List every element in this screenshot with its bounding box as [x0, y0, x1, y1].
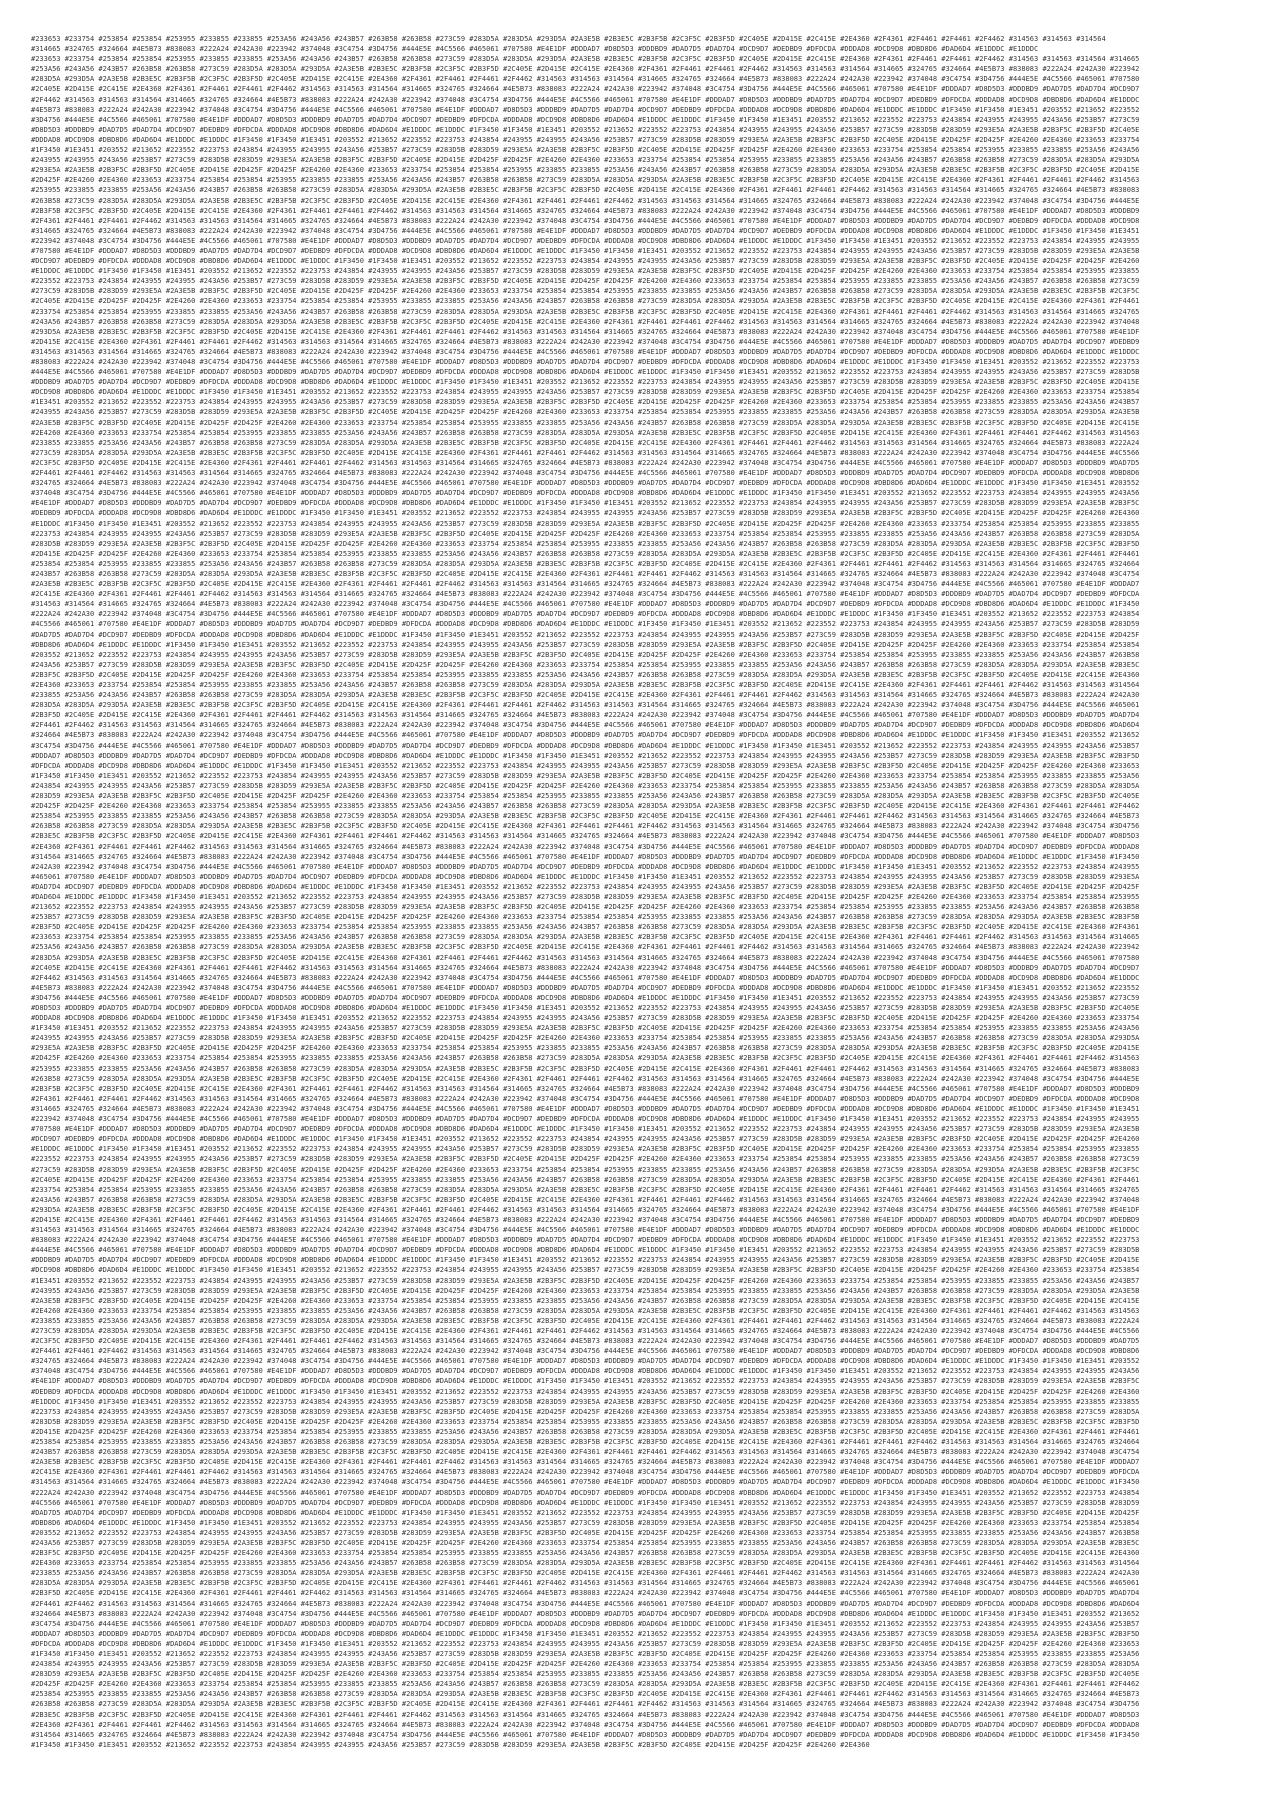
hex-code-line: #253854 #253854 #253955 #233855 #233855 #253A56 #243A56 #243B57 #263B58 #263B58 #273C59 #283D5A #283D5A #293D5A #2A3E5B #2B3E5C #2B3F5B #2C3F5C #2B3F5D #2C405E #2D415E #2C415E #2E4360 #2F4361 #2F4461 #2F4461 #2F4462 #314563 #314563 #314564 #314665 #324765 #324664 — [31, 559, 1140, 568]
hex-code-line: #E1DDDC #E1DDDC #1F3450 #1F3450 #1E3451 #203552 #213652 #223552 #223753 #243854 #243955 #243955 #243A56 #253B57 #273C59 #283D5B #283D59 #293E5A #2A3E5B #2B3F5C #2B3F5D #2C405E #2D415E #2D425F #2D425F #2E4260 #2E4360 #233653 #233754 #253854 #253854 #253955 #233855 — [31, 1145, 1140, 1154]
hex-code-line: #253854 #253955 #233855 #233855 #253A56 #243A56 #243B57 #263B58 #263B58 #273C59 #283D5A #283D5A #293D5A #2A3E5B #2B3E5C #2B3F5B #2C3F5C #2B3F5D #2C405E #2D415E #2C415E #2E4360 #2F4361 #2F4461 #2F4461 #2F4462 #314563 #314563 #314564 #314665 #324765 #324664 #4E5B73 — [31, 812, 1140, 821]
hex-code-line: #DBD8D6 #DAD6D4 #E1DDDC #E1DDDC #1F3450 #1F3450 #1E3451 #203552 #213652 #223552 #223753 #243854 #243955 #243955 #243A56 #253B57 #273C59 #283D5B #283D59 #293E5A #2A3E5B #2B3F5C #2B3F5D #2C405E #2D415E #2D425F #2D425F #2E4260 #2E4360 #233653 #233754 #253854 #253854 — [31, 1518, 1140, 1527]
hex-code-line: #2A3E5B #2B3F5C #2B3F5D #2C405E #2D415E #2D425F #2D425F #2E4260 #2E4360 #233653 #233754 #253854 #253854 #253955 #233855 #233855 #253A56 #243A56 #243B57 #263B58 #263B58 #273C59 #283D5A #283D5A #293D5A #2A3E5B #2B3E5C #2B3F5B #2C3F5C #2B3F5D #2C405E #2D415E #2C415E — [31, 1296, 1140, 1305]
hex-code-line: #273C59 #283D5B #283D59 #293E5A #2A3E5B #2B3F5C #2B3F5D #2C405E #2D415E #2D425F #2D425F #2E4260 #2E4360 #233653 #233754 #253854 #253854 #253955 #233855 #233855 #253A56 #243A56 #243B57 #263B58 #263B58 #273C59 #283D5A #283D5A #293D5A #2A3E5B #2B3E5C #2B3F5B #2C3F5C — [31, 1165, 1140, 1174]
hex-code-line: #242A30 #223942 #374048 #3C4754 #3D4756 #444E5E #4C5566 #465061 #707580 #E4E1DF #DDDAD7 #D8D5D3 #DDDBD9 #DAD7D5 #DAD7D4 #DCD9D7 #DEDBD9 #DFDCDA #DDDAD8 #DCD9D8 #DBD8D6 #DAD6D4 #E1DDDC #E1DDDC #1F3450 #1F3450 #1E3451 #203552 #213652 #223552 #223753 #243854 #243955 — [31, 862, 1140, 871]
hex-code-line: #314563 #314564 #314665 #324765 #324664 #4E5B73 #838083 #222A24 #242A30 #223942 #374048 #3C4754 #3D4756 #444E5E #4C5566 #465061 #707580 #E4E1DF #DDDAD7 #D8D5D3 #DDDBD9 #DAD7D5 #DAD7D4 #DCD9D7 #DEDBD9 #DFDCDA #DDDAD8 #DCD9D8 #DBD8D6 #DAD6D4 #E1DDDC #E1DDDC #1F3450 — [31, 600, 1140, 609]
hex-code-line: #243854 #243955 #243955 #243A56 #253B57 #273C59 #283D5B #283D59 #293E5A #2A3E5B #2B3F5C #2B3F5D #2C405E #2D415E #2D425F #2D425F #2E4260 #2E4360 #233653 #233754 #253854 #253854 #253955 #233855 #233855 #253A56 #243A56 #243B57 #263B58 #263B58 #273C59 #283D5A #283D5A — [31, 781, 1140, 790]
hex-code-line: #E4E1DF #DDDAD7 #D8D5D3 #DDDBD9 #DAD7D5 #DAD7D4 #DCD9D7 #DEDBD9 #DFDCDA #DDDAD8 #DCD9D8 #DBD8D6 #DAD6D4 #E1DDDC #E1DDDC #1F3450 #1F3450 #1E3451 #203552 #213652 #223552 #223753 #243854 #243955 #243955 #243A56 #253B57 #273C59 #283D5B #283D59 #293E5A #2A3E5B #2B3F5C — [31, 499, 1140, 508]
hex-code-line: #283D59 #293E5A #2A3E5B #2B3F5C #2B3F5D #2C405E #2D415E #2D425F #2D425F #2E4260 #2E4360 #233653 #233754 #253854 #253854 #253955 #233855 #233855 #253A56 #243A56 #243B57 #263B58 #263B58 #273C59 #283D5A #283D5A #293D5A #2A3E5B #2B3E5C #2B3F5B #2C3F5C #2B3F5D #2C405E — [31, 792, 1140, 801]
hex-code-line: #4C5566 #465061 #707580 #E4E1DF #DDDAD7 #D8D5D3 #DDDBD9 #DAD7D5 #DAD7D4 #DCD9D7 #DEDBD9 #DFDCDA #DDDAD8 #DCD9D8 #DBD8D6 #DAD6D4 #E1DDDC #E1DDDC #1F3450 #1F3450 #1E3451 #203552 #213652 #223552 #223753 #243854 #243955 #243955 #243A56 #253B57 #273C59 #283D5B #283D59 — [31, 1498, 1140, 1507]
hex-code-line: #2D415E #2D425F #2D425F #2E4260 #2E4360 #233653 #233754 #253854 #253854 #253955 #233855 #233855 #253A56 #243A56 #243B57 #263B58 #263B58 #273C59 #283D5A #283D5A #293D5A #2A3E5B #2B3E5C #2B3F5B #2C3F5C #2B3F5D #2C405E #2D415E #2C415E #2E4360 #2F4361 #2F4461 #2F4461 — [31, 549, 1140, 558]
hex-code-line: #2E4360 #2F4361 #2F4461 #2F4461 #2F4462 #314563 #314563 #314564 #314665 #324765 #324664 #4E5B73 #838083 #222A24 #242A30 #223942 #374048 #3C4754 #3D4756 #444E5E #4C5566 #465061 #707580 #E4E1DF #DDDAD7 #D8D5D3 #DDDBD9 #DAD7D5 #DAD7D4 #DCD9D7 #DEDBD9 #DFDCDA #DDDAD8 — [31, 1720, 1140, 1729]
hex-code-line: #D8D5D3 #DDDBD9 #DAD7D5 #DAD7D4 #DCD9D7 #DEDBD9 #DFDCDA #DDDAD8 #DCD9D8 #DBD8D6 #DAD6D4 #E1DDDC #E1DDDC #1F3450 #1F3450 #1E3451 #203552 #213652 #223552 #223753 #243854 #243955 #243955 #243A56 #253B57 #273C59 #283D5B #283D59 #293E5A #2A3E5B #2B3F5C #2B3F5D #2C405E — [31, 1004, 1140, 1012]
hex-code-line: #314564 #314665 #324765 #324664 #4E5B73 #838083 #222A24 #242A30 #223942 #374048 #3C4754 #3D4756 #444E5E #4C5566 #465061 #707580 #E4E1DF #DDDAD7 #D8D5D3 #DDDBD9 #DAD7D5 #DAD7D4 #DCD9D7 #DEDBD9 #DFDCDA #DDDAD8 #DCD9D8 #DBD8D6 #DAD6D4 #E1DDDC #E1DDDC #1F3450 #1F3450 — [31, 1730, 1140, 1739]
hex-code-line: #2E4360 #233653 #233754 #253854 #253854 #253955 #233855 #233855 #253A56 #243A56 #243B57 #263B58 #263B58 #273C59 #283D5A #283D5A #293D5A #2A3E5B #2B3E5C #2B3F5B #2C3F5C #2B3F5D #2C405E #2D415E #2C415E #2E4360 #2F4361 #2F4461 #2F4461 #2F4462 #314563 #314563 #314564 — [31, 1559, 1140, 1568]
hex-code-line: #273C59 #283D5B #283D59 #293E5A #2A3E5B #2B3F5C #2B3F5D #2C405E #2D415E #2D425F #2D425F #2E4260 #2E4360 #233653 #233754 #253854 #253854 #253955 #233855 #233855 #253A56 #243A56 #243B57 #263B58 #263B58 #273C59 #283D5A #283D5A #293D5A #2A3E5B #2B3E5C #2B3F5B #2C3F5C — [31, 287, 1140, 296]
hex-code-line: #222A24 #242A30 #223942 #374048 #3C4754 #3D4756 #444E5E #4C5566 #465061 #707580 #E4E1DF #DDDAD7 #D8D5D3 #DDDBD9 #DAD7D5 #DAD7D4 #DCD9D7 #DEDBD9 #DFDCDA #DDDAD8 #DCD9D8 #DBD8D6 #DAD6D4 #E1DDDC #E1DDDC #1F3450 #1F3450 #1E3451 #203552 #213652 #223552 #223753 #243854 — [31, 1488, 1140, 1497]
hex-code-line: #2E4360 #233653 #233754 #253854 #253854 #253955 #233855 #233855 #253A56 #243A56 #243B57 #263B58 #263B58 #273C59 #283D5A #283D5A #293D5A #2A3E5B #2B3E5C #2B3F5B #2C3F5C #2B3F5D #2C405E #2D415E #2C415E #2E4360 #2F4361 #2F4461 #2F4461 #2F4462 #314563 #314563 #314564 — [31, 681, 1140, 689]
hex-code-line: #2D425F #2D425F #2E4260 #2E4360 #233653 #233754 #253854 #253854 #253955 #233855 #233855 #253A56 #243A56 #243B57 #263B58 #263B58 #273C59 #283D5A #283D5A #293D5A #2A3E5B #2B3E5C #2B3F5B #2C3F5C #2B3F5D #2C405E #2D415E #2C415E #2E4360 #2F4361 #2F4461 #2F4461 #2F4462 — [31, 802, 1140, 811]
hex-code-line: #283D5A #283D5A #293D5A #2A3E5B #2B3E5C #2B3F5B #2C3F5C #2B3F5D #2C405E #2D415E #2C415E #2E4360 #2F4361 #2F4461 #2F4461 #2F4462 #314563 #314563 #314564 #314665 #324765 #324664 #4E5B73 #838083 #222A24 #242A30 #223942 #374048 #3C4754 #3D4756 #444E5E #4C5566 #465061 — [31, 701, 1140, 710]
hex-code-line: #293D5A #2A3E5B #2B3E5C #2B3F5B #2C3F5C #2B3F5D #2C405E #2D415E #2C415E #2E4360 #2F4361 #2F4461 #2F4461 #2F4462 #314563 #314563 #314564 #314665 #324765 #324664 #4E5B73 #838083 #222A24 #242A30 #223942 #374048 #3C4754 #3D4756 #444E5E #4C5566 #465061 #707580 #E4E1DF — [31, 1205, 1140, 1214]
hex-code-line: #243B57 #263B58 #263B58 #273C59 #283D5A #283D5A #293D5A #2A3E5B #2B3E5C #2B3F5B #2C3F5C #2B3F5D #2C405E #2D415E #2C415E #2E4360 #2F4361 #2F4461 #2F4461 #2F4462 #314563 #314563 #314564 #314665 #324765 #324664 #4E5B73 #838083 #222A24 #242A30 #223942 #374048 #3C4754 — [31, 1448, 1140, 1457]
hex-code-line: #4E5B73 #838083 #222A24 #242A30 #223942 #374048 #3C4754 #3D4756 #444E5E #4C5566 #465061 #707580 #E4E1DF #DDDAD7 #D8D5D3 #DDDBD9 #DAD7D5 #DAD7D4 #DCD9D7 #DEDBD9 #DFDCDA #DDDAD8 #DCD9D8 #DBD8D6 #DAD6D4 #E1DDDC #E1DDDC #1F3450 #1F3450 #1E3451 #203552 #213652 #223552 — [31, 105, 1140, 114]
hex-code-line: #2C3F5C #2B3F5D #2C405E #2D415E #2C415E #2E4360 #2F4361 #2F4461 #2F4461 #2F4462 #314563 #314563 #314564 #314665 #324765 #324664 #4E5B73 #838083 #222A24 #242A30 #223942 #374048 #3C4754 #3D4756 #444E5E #4C5566 #465061 #707580 #E4E1DF #DDDAD7 #D8D5D3 #DDDBD9 #DAD7D5 — [31, 1337, 1140, 1346]
hex-code-line: #324765 #324664 #4E5B73 #838083 #222A24 #242A30 #223942 #374048 #3C4754 #3D4756 #444E5E #4C5566 #465061 #707580 #E4E1DF #DDDAD7 #D8D5D3 #DDDBD9 #DAD7D5 #DAD7D4 #DCD9D7 #DEDBD9 #DFDCDA #DDDAD8 #DCD9D8 #DBD8D6 #DAD6D4 #E1DDDC #E1DDDC #1F3450 #1F3450 #1E3451 #203552 — [31, 479, 1140, 488]
hex-code-line: #2F4461 #2F4462 #314563 #314563 #314564 #314665 #324765 #324664 #4E5B73 #838083 #222A24 #242A30 #223942 #374048 #3C4754 #3D4756 #444E5E #4C5566 #465061 #707580 #E4E1DF #DDDAD7 #D8D5D3 #DDDBD9 #DAD7D5 #DAD7D4 #DCD9D7 #DEDBD9 #DFDCDA #DDDAD8 #DCD9D8 #DBD8D6 #DAD6D4 — [31, 721, 1140, 730]
hex-code-line: #314665 #324765 #324664 #4E5B73 #838083 #222A24 #242A30 #223942 #374048 #3C4754 #3D4756 #444E5E #4C5566 #465061 #707580 #E4E1DF #DDDAD7 #D8D5D3 #DDDBD9 #DAD7D5 #DAD7D4 #DCD9D7 #DEDBD9 #DFDCDA #DDDAD8 #DCD9D8 #DBD8D6 #DAD6D4 #E1DDDC #E1DDDC — [31, 45, 1039, 54]
hex-code-line: #233855 #233855 #253A56 #243A56 #243B57 #263B58 #263B58 #273C59 #283D5A #283D5A #293D5A #2A3E5B #2B3E5C #2B3F5B #2C3F5C #2B3F5D #2C405E #2D415E #2C415E #2E4360 #2F4361 #2F4461 #2F4461 #2F4462 #314563 #314563 #314564 #314665 #324765 #324664 #4E5B73 #838083 #222A24 — [31, 1316, 1140, 1325]
hex-code-line: #233653 #233754 #253854 #253854 #253955 #233855 #233855 #253A56 #243A56 #243B57 #263B58 #263B58 #273C59 #283D5A #283D5A #293D5A #2A3E5B #2B3E5C #2B3F5B #2C3F5C #2B3F5D #2C405E #2D415E #2C415E #2E4360 #2F4361 #2F4461 #2F4461 #2F4462 #314563 #314563 #314564 — [31, 35, 1106, 43]
hex-code-line: #222A24 #242A30 #223942 #374048 #3C4754 #3D4756 #444E5E #4C5566 #465061 #707580 #E4E1DF #DDDAD7 #D8D5D3 #DDDBD9 #DAD7D5 #DAD7D4 #DCD9D7 #DEDBD9 #DFDCDA #DDDAD8 #DCD9D8 #DBD8D6 #DAD6D4 #E1DDDC #E1DDDC #1F3450 #1F3450 #1E3451 #203552 #213652 #223552 #223753 #243854 — [31, 610, 1140, 619]
hex-code-line: #2D415E #2C415E #2E4360 #2F4361 #2F4461 #2F4461 #2F4462 #314563 #314563 #314564 #314665 #324765 #324664 #4E5B73 #838083 #222A24 #242A30 #223942 #374048 #3C4754 #3D4756 #444E5E #4C5566 #465061 #707580 #E4E1DF #DDDAD7 #D8D5D3 #DDDBD9 #DAD7D5 #DAD7D4 #DCD9D7 #DEDBD9 — [31, 337, 1140, 346]
hex-code-line: #2F4361 #2F4461 #2F4461 #2F4462 #314563 #314563 #314564 #314665 #324765 #324664 #4E5B73 #838083 #222A24 #242A30 #223942 #374048 #3C4754 #3D4756 #444E5E #4C5566 #465061 #707580 #E4E1DF #DDDAD7 #D8D5D3 #DDDBD9 #DAD7D5 #DAD7D4 #DCD9D7 #DEDBD9 #DFDCDA #DDDAD8 #DCD9D8 — [31, 216, 1140, 225]
hex-code-line: #243955 #243A56 #253B57 #273C59 #283D5B #283D59 #293E5A #2A3E5B #2B3F5C #2B3F5D #2C405E #2D415E #2D425F #2D425F #2E4260 #2E4360 #233653 #233754 #253854 #253854 #253955 #233855 #233855 #253A56 #243A56 #243B57 #263B58 #263B58 #273C59 #283D5A #283D5A #293D5A #2A3E5B — [31, 1286, 1140, 1295]
hex-code-line: #253A56 #243A56 #243B57 #263B58 #263B58 #273C59 #283D5A #283D5A #293D5A #2A3E5B #2B3E5C #2B3F5B #2C3F5C #2B3F5D #2C405E #2D415E #2C415E #2E4360 #2F4361 #2F4461 #2F4461 #2F4462 #314563 #314563 #314564 #314665 #324765 #324664 #4E5B73 #838083 #222A24 #242A30 #223942 — [31, 65, 1140, 74]
hex-code-line: #DDDBD9 #DAD7D5 #DAD7D4 #DCD9D7 #DEDBD9 #DFDCDA #DDDAD8 #DCD9D8 #DBD8D6 #DAD6D4 #E1DDDC #E1DDDC #1F3450 #1F3450 #1E3451 #203552 #213652 #223552 #223753 #243854 #243955 #243955 #243A56 #253B57 #273C59 #283D5B #283D59 #293E5A #2A3E5B #2B3F5C #2B3F5D #2C405E #2D415E — [31, 378, 1140, 387]
hex-code-line: #243955 #243955 #243A56 #253B57 #273C59 #283D5B #283D59 #293E5A #2A3E5B #2B3F5C #2B3F5D #2C405E #2D415E #2D425F #2D425F #2E4260 #2E4360 #233653 #233754 #253854 #253854 #253955 #233855 #233855 #253A56 #243A56 #243B57 #263B58 #263B58 #273C59 #283D5A #283D5A #293D5A — [31, 1034, 1140, 1043]
hex-code-line: #2B3F5D #2C405E #2D415E #2C415E #2E4360 #2F4361 #2F4461 #2F4461 #2F4462 #314563 #314563 #314564 #314665 #324765 #324664 #4E5B73 #838083 #222A24 #242A30 #223942 #374048 #3C4754 #3D4756 #444E5E #4C5566 #465061 #707580 #E4E1DF #DDDAD7 #D8D5D3 #DDDBD9 #DAD7D5 #DAD7D4 — [31, 1589, 1140, 1598]
hex-code-line: #2F4462 #314563 #314563 #314564 #314665 #324765 #324664 #4E5B73 #838083 #222A24 #242A30 #223942 #374048 #3C4754 #3D4756 #444E5E #4C5566 #465061 #707580 #E4E1DF #DDDAD7 #D8D5D3 #DDDBD9 #DAD7D5 #DAD7D4 #DCD9D7 #DEDBD9 #DFDCDA #DDDAD8 #DCD9D8 #DBD8D6 #DAD6D4 #E1DDDC — [31, 973, 1140, 982]
hex-code-line: #DBD8D6 #DAD6D4 #E1DDDC #E1DDDC #1F3450 #1F3450 #1E3451 #203552 #213652 #223552 #223753 #243854 #243955 #243955 #243A56 #253B57 #273C59 #283D5B #283D59 #293E5A #2A3E5B #2B3F5C #2B3F5D #2C405E #2D415E #2D425F #2D425F #2E4260 #2E4360 #233653 #233754 #253854 #253854 — [31, 640, 1140, 649]
hex-code-line: #243A56 #253B57 #273C59 #283D5B #283D59 #293E5A #2A3E5B #2B3F5C #2B3F5D #2C405E #2D415E #2D425F #2D425F #2E4260 #2E4360 #233653 #233754 #253854 #253854 #253955 #233855 #233855 #253A56 #243A56 #243B57 #263B58 #263B58 #273C59 #283D5A #283D5A #293D5A #2A3E5B #2B3E5C — [31, 660, 1140, 669]
hex-code-line: #DAD7D5 #DAD7D4 #DCD9D7 #DEDBD9 #DFDCDA #DDDAD8 #DCD9D8 #DBD8D6 #DAD6D4 #E1DDDC #E1DDDC #1F3450 #1F3450 #1E3451 #203552 #213652 #223552 #223753 #243854 #243955 #243955 #243A56 #253B57 #273C59 #283D5B #283D59 #293E5A #2A3E5B #2B3F5C #2B3F5D #2C405E #2D415E #2D425F — [31, 1508, 1140, 1517]
hex-code-line: #DEDBD9 #DFDCDA #DDDAD8 #DCD9D8 #DBD8D6 #DAD6D4 #E1DDDC #E1DDDC #1F3450 #1F3450 #1E3451 #203552 #213652 #223552 #223753 #243854 #243955 #243955 #243A56 #253B57 #273C59 #283D5B #283D59 #293E5A #2A3E5B #2B3F5C #2B3F5D #2C405E #2D415E #2D425F #2D425F #2E4260 #2E4360 — [31, 509, 1140, 518]
hex-code-line: #DFDCDA #DDDAD8 #DCD9D8 #DBD8D6 #DAD6D4 #E1DDDC #E1DDDC #1F3450 #1F3450 #1E3451 #203552 #213652 #223552 #223753 #243854 #243955 #243955 #243A56 #253B57 #273C59 #283D5B #283D59 #293E5A #2A3E5B #2B3F5C #2B3F5D #2C405E #2D415E #2D425F #2D425F #2E4260 #2E4360 #233653 — [31, 1639, 1140, 1648]
hex-code-line: #2C405E #2D415E #2C415E #2E4360 #2F4361 #2F4461 #2F4461 #2F4462 #314563 #314563 #314564 #314665 #324765 #324664 #4E5B73 #838083 #222A24 #242A30 #223942 #374048 #3C4754 #3D4756 #444E5E #4C5566 #465061 #707580 #E4E1DF #DDDAD7 #D8D5D3 #DDDBD9 #DAD7D5 #DAD7D4 #DCD9D7 — [31, 963, 1140, 972]
hex-code-line: #2C415E #2E4360 #2F4361 #2F4461 #2F4461 #2F4462 #314563 #314563 #314564 #314665 #324765 #324664 #4E5B73 #838083 #222A24 #242A30 #223942 #374048 #3C4754 #3D4756 #444E5E #4C5566 #465061 #707580 #E4E1DF #DDDAD7 #D8D5D3 #DDDBD9 #DAD7D5 #DAD7D4 #DCD9D7 #DEDBD9 #DFDCDA — [31, 1468, 1140, 1477]
hex-code-line: #314665 #324765 #324664 #4E5B73 #838083 #222A24 #242A30 #223942 #374048 #3C4754 #3D4756 #444E5E #4C5566 #465061 #707580 #E4E1DF #DDDAD7 #D8D5D3 #DDDBD9 #DAD7D5 #DAD7D4 #DCD9D7 #DEDBD9 #DFDCDA #DDDAD8 #DCD9D8 #DBD8D6 #DAD6D4 #E1DDDC #E1DDDC #1F3450 #1F3450 #1E3451 — [31, 226, 1140, 235]
hex-code-line: #243A56 #253B57 #273C59 #283D5B #283D59 #293E5A #2A3E5B #2B3F5C #2B3F5D #2C405E #2D415E #2D425F #2D425F #2E4260 #2E4360 #233653 #233754 #253854 #253854 #253955 #233855 #233855 #253A56 #243A56 #243B57 #263B58 #263B58 #273C59 #283D5A #283D5A #293D5A #2A3E5B #2B3E5C — [31, 1538, 1140, 1547]
hex-code-line: #263B58 #273C59 #283D5A #283D5A #293D5A #2A3E5B #2B3E5C #2B3F5B #2C3F5C #2B3F5D #2C405E #2D415E #2C415E #2E4360 #2F4361 #2F4461 #2F4461 #2F4462 #314563 #314563 #314564 #314665 #324765 #324664 #4E5B73 #838083 #222A24 #242A30 #223942 #374048 #3C4754 #3D4756 #444E5E — [31, 1074, 1140, 1083]
hex-code-line: #1F3450 #1F3450 #1E3451 #203552 #213652 #223552 #223753 #243854 #243955 #243955 #243A56 #253B57 #273C59 #283D5B #283D59 #293E5A #2A3E5B #2B3F5C #2B3F5D #2C405E #2D415E #2D425F #2D425F #2E4260 #2E4360 #233653 #233754 #253854 #253854 #253955 #233855 #233855 #253A56 — [31, 771, 1140, 780]
hex-code-line: #374048 #3C4754 #3D4756 #444E5E #4C5566 #465061 #707580 #E4E1DF #DDDAD7 #D8D5D3 #DDDBD9 #DAD7D5 #DAD7D4 #DCD9D7 #DEDBD9 #DFDCDA #DDDAD8 #DCD9D8 #DBD8D6 #DAD6D4 #E1DDDC #E1DDDC #1F3450 #1F3450 #1E3451 #203552 #213652 #223552 #223753 #243854 #243955 #243955 #243A56 — [31, 489, 1140, 498]
hex-code-line: #2B3F5B #2C3F5C #2B3F5D #2C405E #2D415E #2C415E #2E4360 #2F4361 #2F4461 #2F4461 #2F4462 #314563 #314563 #314564 #314665 #324765 #324664 #4E5B73 #838083 #222A24 #242A30 #223942 #374048 #3C4754 #3D4756 #444E5E #4C5566 #465061 #707580 #E4E1DF #DDDAD7 #D8D5D3 #DDDBD9 — [31, 1084, 1140, 1093]
hex-code-line: #223753 #243854 #243955 #243955 #243A56 #253B57 #273C59 #283D5B #283D59 #293E5A #2A3E5B #2B3F5C #2B3F5D #2C405E #2D415E #2D425F #2D425F #2E4260 #2E4360 #233653 #233754 #253854 #253854 #253955 #233855 #233855 #253A56 #243A56 #243B57 #263B58 #263B58 #273C59 #283D5A — [31, 1407, 1140, 1416]
hex-code-line: #DDDBD9 #DAD7D5 #DAD7D4 #DCD9D7 #DEDBD9 #DFDCDA #DDDAD8 #DCD9D8 #DBD8D6 #DAD6D4 #E1DDDC #E1DDDC #1F3450 #1F3450 #1E3451 #203552 #213652 #223552 #223753 #243854 #243955 #243955 #243A56 #253B57 #273C59 #283D5B #283D59 #293E5A #2A3E5B #2B3F5C #2B3F5D #2C405E #2D415E — [31, 1256, 1140, 1265]
hex-code-line: #263B58 #273C59 #283D5A #283D5A #293D5A #2A3E5B #2B3E5C #2B3F5B #2C3F5C #2B3F5D #2C405E #2D415E #2C415E #2E4360 #2F4361 #2F4461 #2F4461 #2F4462 #314563 #314563 #314564 #314665 #324765 #324664 #4E5B73 #838083 #222A24 #242A30 #223942 #374048 #3C4754 #3D4756 #444E5E — [31, 196, 1140, 205]
hex-code-line: #2B3F5B #2C3F5C #2B3F5D #2C405E #2D415E #2C415E #2E4360 #2F4361 #2F4461 #2F4461 #2F4462 #314563 #314563 #314564 #314665 #324765 #324664 #4E5B73 #838083 #222A24 #242A30 #223942 #374048 #3C4754 #3D4756 #444E5E #4C5566 #465061 #707580 #E4E1DF #DDDAD7 #D8D5D3 #DDDBD9 — [31, 206, 1140, 215]
hex-code-line: #263B58 #263B58 #273C59 #283D5A #283D5A #293D5A #2A3E5B #2B3E5C #2B3F5B #2C3F5C #2B3F5D #2C405E #2D415E #2C415E #2E4360 #2F4361 #2F4461 #2F4461 #2F4462 #314563 #314563 #314564 #314665 #324765 #324664 #4E5B73 #838083 #222A24 #242A30 #223942 #374048 #3C4754 #3D4756 — [31, 822, 1140, 831]
hex-code-line: #2A3E5B #2B3E5C #2B3F5B #2C3F5C #2B3F5D #2C405E #2D415E #2C415E #2E4360 #2F4361 #2F4461 #2F4461 #2F4462 #314563 #314563 #314564 #314665 #324765 #324664 #4E5B73 #838083 #222A24 #242A30 #223942 #374048 #3C4754 #3D4756 #444E5E #4C5566 #465061 #707580 #E4E1DF #DDDAD7 — [31, 1458, 1140, 1467]
hex-code-line: #233754 #253854 #253854 #253955 #233855 #233855 #253A56 #243A56 #243B57 #263B58 #263B58 #273C59 #283D5A #283D5A #293D5A #2A3E5B #2B3E5C #2B3F5B #2C3F5C #2B3F5D #2C405E #2D415E #2C415E #2E4360 #2F4361 #2F4461 #2F4461 #2F4462 #314563 #314563 #314564 #314665 #324765 — [31, 1185, 1140, 1194]
hex-code-filler — [31, 54, 1241, 1740]
hex-code-line: #2F4361 #2F4461 #2F4461 #2F4462 #314563 #314563 #314564 #314665 #324765 #324664 #4E5B73 #838083 #222A24 #242A30 #223942 #374048 #3C4754 #3D4756 #444E5E #4C5566 #465061 #707580 #E4E1DF #DDDAD7 #D8D5D3 #DDDBD9 #DAD7D5 #DAD7D4 #DCD9D7 #DEDBD9 #DFDCDA #DDDAD8 #DCD9D8 — [31, 1094, 1140, 1103]
hex-code-line: #253B57 #273C59 #283D5B #283D59 #293E5A #2A3E5B #2B3F5C #2B3F5D #2C405E #2D415E #2D425F #2D425F #2E4260 #2E4360 #233653 #233754 #253854 #253854 #253955 #233855 #233855 #253A56 #243A56 #243B57 #263B58 #263B58 #273C59 #283D5A #283D5A #293D5A #2A3E5B #2B3E5C #2B3F5B — [31, 913, 1140, 922]
hex-code-line: #2B3F5D #2C405E #2D415E #2D425F #2D425F #2E4260 #2E4360 #233653 #233754 #253854 #253854 #253955 #233855 #233855 #253A56 #243A56 #243B57 #263B58 #263B58 #273C59 #283D5A #283D5A #293D5A #2A3E5B #2B3E5C #2B3F5B #2C3F5C #2B3F5D #2C405E #2D415E #2C415E #2E4360 #2F4361 — [31, 923, 1140, 932]
hex-code-line: #233754 #253854 #253854 #253955 #233855 #233855 #253A56 #243A56 #243B57 #263B58 #263B58 #273C59 #283D5A #283D5A #293D5A #2A3E5B #2B3E5C #2B3F5B #2C3F5C #2B3F5D #2C405E #2D415E #2C415E #2E4360 #2F4361 #2F4461 #2F4461 #2F4462 #314563 #314563 #314564 #314665 #324765 — [31, 307, 1140, 316]
hex-code-line: #2E4360 #2F4361 #2F4461 #2F4461 #2F4462 #314563 #314563 #314564 #314665 #324765 #324664 #4E5B73 #838083 #222A24 #242A30 #223942 #374048 #3C4754 #3D4756 #444E5E #4C5566 #465061 #707580 #E4E1DF #DDDAD7 #D8D5D3 #DDDBD9 #DAD7D5 #DAD7D4 #DCD9D7 #DEDBD9 #DFDCDA #DDDAD8 — [31, 842, 1140, 851]
hex-code-line: #253955 #233855 #233855 #253A56 #243A56 #243B57 #263B58 #263B58 #273C59 #283D5A #283D5A #293D5A #2A3E5B #2B3E5C #2B3F5B #2C3F5C #2B3F5D #2C405E #2D415E #2C415E #2E4360 #2F4361 #2F4461 #2F4461 #2F4462 #314563 #314563 #314564 #314665 #324765 #324664 #4E5B73 #838083 — [31, 186, 1140, 195]
hex-code-line: #DDDAD8 #DCD9D8 #DBD8D6 #DAD6D4 #E1DDDC #E1DDDC #1F3450 #1F3450 #1E3451 #203552 #213652 #223552 #223753 #243854 #243955 #243955 #243A56 #253B57 #273C59 #283D5B #283D59 #293E5A #2A3E5B #2B3F5C #2B3F5D #2C405E #2D415E #2D425F #2D425F #2E4260 #2E4360 #233653 #233754 — [31, 1014, 1140, 1023]
hex-code-line: #2F4461 #2F4462 #314563 #314563 #314564 #314665 #324765 #324664 #4E5B73 #838083 #222A24 #242A30 #223942 #374048 #3C4754 #3D4756 #444E5E #4C5566 #465061 #707580 #E4E1DF #DDDAD7 #D8D5D3 #DDDBD9 #DAD7D5 #DAD7D4 #DCD9D7 #DEDBD9 #DFDCDA #DDDAD8 #DCD9D8 #DBD8D6 #DAD6D4 — [31, 1599, 1140, 1608]
hex-code-line: #1F3450 #1E3451 #203552 #213652 #223552 #223753 #243854 #243955 #243955 #243A56 #253B57 #273C59 #283D5B #283D59 #293E5A #2A3E5B #2B3F5C #2B3F5D #2C405E #2D415E #2D425F #2D425F #2E4260 #2E4360 #233653 #233754 #253854 #253854 #253955 #233855 #233855 #253A56 #243A56 — [31, 146, 1140, 155]
hex-code-line: #DEDBD9 #DFDCDA #DDDAD8 #DCD9D8 #DBD8D6 #DAD6D4 #E1DDDC #E1DDDC #1F3450 #1F3450 #1E3451 #203552 #213652 #223552 #223753 #243854 #243955 #243955 #243A56 #253B57 #273C59 #283D5B #283D59 #293E5A #2A3E5B #2B3F5C #2B3F5D #2C405E #2D415E #2D425F #2D425F #2E4260 #2E4360 — [31, 1387, 1140, 1396]
hex-code-line: #203552 #213652 #223552 #223753 #243854 #243955 #243955 #243A56 #253B57 #273C59 #283D5B #283D59 #293E5A #2A3E5B #2B3F5C #2B3F5D #2C405E #2D415E #2D425F #2D425F #2E4260 #2E4360 #233653 #233754 #253854 #253854 #253955 #233855 #233855 #253A56 #243A56 #243B57 #263B58 — [31, 1528, 1140, 1537]
hex-code-line: #2B3E5C #2B3F5B #2C3F5C #2B3F5D #2C405E #2D415E #2C415E #2E4360 #2F4361 #2F4461 #2F4461 #2F4462 #314563 #314563 #314564 #314665 #324765 #324664 #4E5B73 #838083 #222A24 #242A30 #223942 #374048 #3C4754 #3D4756 #444E5E #4C5566 #465061 #707580 #E4E1DF #DDDAD7 #D8D5D3 — [31, 832, 1140, 841]
hex-code-line: #4E5B73 #838083 #222A24 #242A30 #223942 #374048 #3C4754 #3D4756 #444E5E #4C5566 #465061 #707580 #E4E1DF #DDDAD7 #D8D5D3 #DDDBD9 #DAD7D5 #DAD7D4 #DCD9D7 #DEDBD9 #DFDCDA #DDDAD8 #DCD9D8 #DBD8D6 #DAD6D4 #E1DDDC #E1DDDC #1F3450 #1F3450 #1E3451 #203552 #213652 #223552 — [31, 983, 1140, 992]
hex-code-line: #314563 #314563 #314564 #314665 #324765 #324664 #4E5B73 #838083 #222A24 #242A30 #223942 #374048 #3C4754 #3D4756 #444E5E #4C5566 #465061 #707580 #E4E1DF #DDDAD7 #D8D5D3 #DDDBD9 #DAD7D5 #DAD7D4 #DCD9D7 #DEDBD9 #DFDCDA #DDDAD8 #DCD9D8 #DBD8D6 #DAD6D4 #E1DDDC #E1DDDC — [31, 347, 1140, 356]
hex-code-line: #243955 #243955 #243A56 #253B57 #273C59 #283D5B #283D59 #293E5A #2A3E5B #2B3F5C #2B3F5D #2C405E #2D415E #2D425F #2D425F #2E4260 #2E4360 #233653 #233754 #253854 #253854 #253955 #233855 #233855 #253A56 #243A56 #243B57 #263B58 #263B58 #273C59 #283D5A #283D5A #293D5A — [31, 156, 1140, 165]
hex-code-line: #2F4462 #314563 #314563 #314564 #314665 #324765 #324664 #4E5B73 #838083 #222A24 #242A30 #223942 #374048 #3C4754 #3D4756 #444E5E #4C5566 #465061 #707580 #E4E1DF #DDDAD7 #D8D5D3 #DDDBD9 #DAD7D5 #DAD7D4 #DCD9D7 #DEDBD9 #DFDCDA #DDDAD8 #DCD9D8 #DBD8D6 #DAD6D4 #E1DDDC — [31, 95, 1140, 104]
hex-code-line: #2F4461 #2F4461 #2F4462 #314563 #314563 #314564 #314665 #324765 #324664 #4E5B73 #838083 #222A24 #242A30 #223942 #374048 #3C4754 #3D4756 #444E5E #4C5566 #465061 #707580 #E4E1DF #DDDAD7 #D8D5D3 #DDDBD9 #DAD7D5 #DAD7D4 #DCD9D7 #DEDBD9 #DFDCDA #DDDAD8 #DCD9D8 #DBD8D6 — [31, 1347, 1140, 1356]
hex-code-line: #233653 #233754 #253854 #253854 #253955 #233855 #233855 #253A56 #243A56 #243B57 #263B58 #263B58 #273C59 #283D5A #283D5A #293D5A #2A3E5B #2B3E5C #2B3F5B #2C3F5C #2B3F5D #2C405E #2D415E #2C415E #2E4360 #2F4361 #2F4461 #2F4461 #2F4462 #314563 #314563 #314564 #314665 — [31, 933, 1140, 942]
hex-code-line: #2C405E #2D415E #2C415E #2E4360 #2F4361 #2F4461 #2F4461 #2F4462 #314563 #314563 #314564 #314665 #324765 #324664 #4E5B73 #838083 #222A24 #242A30 #223942 #374048 #3C4754 #3D4756 #444E5E #4C5566 #465061 #707580 #E4E1DF #DDDAD7 #D8D5D3 #DDDBD9 #DAD7D5 #DAD7D4 #DCD9D7 — [31, 85, 1140, 94]
hex-code-line: #293E5A #2A3E5B #2B3F5C #2B3F5D #2C405E #2D415E #2D425F #2D425F #2E4260 #2E4360 #233653 #233754 #253854 #253854 #253955 #233855 #233855 #253A56 #243A56 #243B57 #263B58 #263B58 #273C59 #283D5A #283D5A #293D5A #2A3E5B #2B3E5C #2B3F5B #2C3F5C #2B3F5D #2C405E #2D415E — [31, 1044, 1140, 1053]
hex-code-line: #324664 #4E5B73 #838083 #222A24 #242A30 #223942 #374048 #3C4754 #3D4756 #444E5E #4C5566 #465061 #707580 #E4E1DF #DDDAD7 #D8D5D3 #DDDBD9 #DAD7D5 #DAD7D4 #DCD9D7 #DEDBD9 #DFDCDA #DDDAD8 #DCD9D8 #DBD8D6 #DAD6D4 #E1DDDC #E1DDDC #1F3450 #1F3450 #1E3451 #203552 #213652 — [31, 1609, 1140, 1618]
hex-code-line: #283D5A #293D5A #2A3E5B #2B3E5C #2B3F5B #2C3F5C #2B3F5D #2C405E #2D415E #2C415E #2E4360 #2F4361 #2F4461 #2F4461 #2F4462 #314563 #314563 #314564 #314665 #324765 #324664 #4E5B73 #838083 #222A24 #242A30 #223942 #374048 #3C4754 #3D4756 #444E5E #4C5566 #465061 #707580 — [31, 75, 1140, 84]
hex-code-line: #3D4756 #444E5E #4C5566 #465061 #707580 #E4E1DF #DDDAD7 #D8D5D3 #DDDBD9 #DAD7D5 #DAD7D4 #DCD9D7 #DEDBD9 #DFDCDA #DDDAD8 #DCD9D8 #DBD8D6 #DAD6D4 #E1DDDC #E1DDDC #1F3450 #1F3450 #1E3451 #203552 #213652 #223552 #223753 #243854 #243955 #243955 #243A56 #253B57 #273C59 — [31, 115, 1140, 124]
hex-code-line: #444E5E #4C5566 #465061 #707580 #E4E1DF #DDDAD7 #D8D5D3 #DDDBD9 #DAD7D5 #DAD7D4 #DCD9D7 #DEDBD9 #DFDCDA #DDDAD8 #DCD9D8 #DBD8D6 #DAD6D4 #E1DDDC #E1DDDC #1F3450 #1F3450 #1E3451 #203552 #213652 #223552 #223753 #243854 #243955 #243955 #243A56 #253B57 #273C59 #283D5B — [31, 1246, 1140, 1255]
hex-code-line: #3C4754 #3D4756 #444E5E #4C5566 #465061 #707580 #E4E1DF #DDDAD7 #D8D5D3 #DDDBD9 #DAD7D5 #DAD7D4 #DCD9D7 #DEDBD9 #DFDCDA #DDDAD8 #DCD9D8 #DBD8D6 #DAD6D4 #E1DDDC #E1DDDC #1F3450 #1F3450 #1E3451 #203552 #213652 #223552 #223753 #243854 #243955 #243955 #243A56 #253B57 — [31, 1619, 1140, 1628]
hex-code-line: #2E4260 #2E4360 #233653 #233754 #253854 #253854 #253955 #233855 #233855 #253A56 #243A56 #243B57 #263B58 #263B58 #273C59 #283D5A #283D5A #293D5A #2A3E5B #2B3E5C #2B3F5B #2C3F5C #2B3F5D #2C405E #2D415E #2C415E #2E4360 #2F4361 #2F4461 #2F4461 #2F4462 #314563 #314563 — [31, 428, 1140, 437]
hex-code-line: #3C4754 #3D4756 #444E5E #4C5566 #465061 #707580 #E4E1DF #DDDAD7 #D8D5D3 #DDDBD9 #DAD7D5 #DAD7D4 #DCD9D7 #DEDBD9 #DFDCDA #DDDAD8 #DCD9D8 #DBD8D6 #DAD6D4 #E1DDDC #E1DDDC #1F3450 #1F3450 #1E3451 #203552 #213652 #223552 #223753 #243854 #243955 #243955 #243A56 #253B57 — [31, 741, 1140, 750]
hex-code-line: #2C415E #2E4360 #2F4361 #2F4461 #2F4461 #2F4462 #314563 #314563 #314564 #314665 #324765 #324664 #4E5B73 #838083 #222A24 #242A30 #223942 #374048 #3C4754 #3D4756 #444E5E #4C5566 #465061 #707580 #E4E1DF #DDDAD7 #D8D5D3 #DDDBD9 #DAD7D5 #DAD7D4 #DCD9D7 #DEDBD9 #DFDCDA — [31, 590, 1140, 599]
hex-code-line: #283D5B #283D59 #293E5A #2A3E5B #2B3F5C #2B3F5D #2C405E #2D415E #2D425F #2D425F #2E4260 #2E4360 #233653 #233754 #253854 #253854 #253955 #233855 #233855 #253A56 #243A56 #243B57 #263B58 #263B58 #273C59 #283D5A #283D5A #293D5A #2A3E5B #2B3E5C #2B3F5B #2C3F5C #2B3F5D — [31, 1417, 1140, 1426]
hex-code-line: #E1DDDC #E1DDDC #1F3450 #1F3450 #1E3451 #203552 #213652 #223552 #223753 #243854 #243955 #243955 #243A56 #253B57 #273C59 #283D5B #283D59 #293E5A #2A3E5B #2B3F5C #2B3F5D #2C405E #2D415E #2D425F #2D425F #2E4260 #2E4360 #233653 #233754 #253854 #253854 #253955 #233855 — [31, 267, 1140, 276]
hex-code-line: #2C3F5C #2B3F5D #2C405E #2D415E #2C415E #2E4360 #2F4361 #2F4461 #2F4461 #2F4462 #314563 #314563 #314564 #314665 #324765 #324664 #4E5B73 #838083 #222A24 #242A30 #223942 #374048 #3C4754 #3D4756 #444E5E #4C5566 #465061 #707580 #E4E1DF #DDDAD7 #D8D5D3 #DDDBD9 #DAD7D5 — [31, 458, 1140, 467]
hex-code-line: #2B3F5C #2B3F5D #2C405E #2D415E #2D425F #2D425F #2E4260 #2E4360 #233653 #233754 #253854 #253854 #253955 #233855 #233855 #253A56 #243A56 #243B57 #263B58 #263B58 #273C59 #283D5A #283D5A #293D5A #2A3E5B #2B3E5C #2B3F5B #2C3F5C #2B3F5D #2C405E #2D415E #2C415E #2E4360 — [31, 1549, 1140, 1558]
hex-code-line: #DDDAD7 #D8D5D3 #DDDBD9 #DAD7D5 #DAD7D4 #DCD9D7 #DEDBD9 #DFDCDA #DDDAD8 #DCD9D8 #DBD8D6 #DAD6D4 #E1DDDC #E1DDDC #1F3450 #1F3450 #1E3451 #203552 #213652 #223552 #223753 #243854 #243955 #243955 #243A56 #253B57 #273C59 #283D5B #283D59 #293E5A #2A3E5B #2B3F5C #2B3F5D — [31, 1629, 1140, 1638]
hex-code-line: #374048 #3C4754 #3D4756 #444E5E #4C5566 #465061 #707580 #E4E1DF #DDDAD7 #D8D5D3 #DDDBD9 #DAD7D5 #DAD7D4 #DCD9D7 #DEDBD9 #DFDCDA #DDDAD8 #DCD9D8 #DBD8D6 #DAD6D4 #E1DDDC #E1DDDC #1F3450 #1F3450 #1E3451 #203552 #213652 #223552 #223753 #243854 #243955 #243955 #243A56 — [31, 1367, 1140, 1376]
hex-code-line: #283D5B #283D59 #293E5A #2A3E5B #2B3F5C #2B3F5D #2C405E #2D415E #2D425F #2D425F #2E4260 #2E4360 #233653 #233754 #253854 #253854 #253955 #233855 #233855 #253A56 #243A56 #243B57 #263B58 #263B58 #273C59 #283D5A #283D5A #293D5A #2A3E5B #2B3E5C #2B3F5B #2C3F5C #2B3F5D — [31, 539, 1140, 548]
hex-code-line: #2D425F #2D425F #2E4260 #2E4360 #233653 #233754 #253854 #253854 #253955 #233855 #233855 #253A56 #243A56 #243B57 #263B58 #263B58 #273C59 #283D5A #283D5A #293D5A #2A3E5B #2B3E5C #2B3F5B #2C3F5C #2B3F5D #2C405E #2D415E #2C415E #2E4360 #2F4361 #2F4461 #2F4461 #2F4462 — [31, 1680, 1140, 1689]
hex-code-line: #233855 #253A56 #243A56 #243B57 #263B58 #263B58 #273C59 #283D5A #283D5A #293D5A #2A3E5B #2B3E5C #2B3F5B #2C3F5C #2B3F5D #2C405E #2D415E #2C415E #2E4360 #2F4361 #2F4461 #2F4461 #2F4462 #314563 #314563 #314564 #314665 #324765 #324664 #4E5B73 #838083 #222A24 #242A30 — [31, 691, 1140, 700]
hex-code-line: #253854 #253955 #233855 #233855 #253A56 #243A56 #243B57 #263B58 #263B58 #273C59 #283D5A #283D5A #293D5A #2A3E5B #2B3E5C #2B3F5B #2C3F5C #2B3F5D #2C405E #2D415E #2C415E #2E4360 #2F4361 #2F4461 #2F4461 #2F4462 #314563 #314563 #314564 #314665 #324765 #324664 #4E5B73 — [31, 1690, 1140, 1699]
hex-code-line: #DDDAD7 #D8D5D3 #DDDBD9 #DAD7D5 #DAD7D4 #DCD9D7 #DEDBD9 #DFDCDA #DDDAD8 #DCD9D8 #DBD8D6 #DAD6D4 #E1DDDC #E1DDDC #1F3450 #1F3450 #1E3451 #203552 #213652 #223552 #223753 #243854 #243955 #243955 #243A56 #253B57 #273C59 #283D5B #283D59 #293E5A #2A3E5B #2B3F5C #2B3F5D — [31, 751, 1140, 760]
hex-code-line: #223552 #223753 #243854 #243955 #243955 #243A56 #253B57 #273C59 #283D5B #283D59 #293E5A #2A3E5B #2B3F5C #2B3F5D #2C405E #2D415E #2D425F #2D425F #2E4260 #2E4360 #233653 #233754 #253854 #253854 #253955 #233855 #233855 #253A56 #243A56 #243B57 #263B58 #263B58 #273C59 — [31, 1155, 1140, 1164]
hex-code-line: #838083 #222A24 #242A30 #223942 #374048 #3C4754 #3D4756 #444E5E #4C5566 #465061 #707580 #E4E1DF #DDDAD7 #D8D5D3 #DDDBD9 #DAD7D5 #DAD7D4 #DCD9D7 #DEDBD9 #DFDCDA #DDDAD8 #DCD9D8 #DBD8D6 #DAD6D4 #E1DDDC #E1DDDC #1F3450 #1F3450 #1E3451 #203552 #213652 #223552 #223753 — [31, 1236, 1140, 1245]
hex-code-line: #283D5A #293D5A #2A3E5B #2B3E5C #2B3F5B #2C3F5C #2B3F5D #2C405E #2D415E #2C415E #2E4360 #2F4361 #2F4461 #2F4461 #2F4462 #314563 #314563 #314564 #314665 #324765 #324664 #4E5B73 #838083 #222A24 #242A30 #223942 #374048 #3C4754 #3D4756 #444E5E #4C5566 #465061 #707580 — [31, 953, 1140, 962]
hex-code-line: #243A56 #243B57 #263B58 #263B58 #273C59 #283D5A #283D5A #293D5A #2A3E5B #2B3E5C #2B3F5B #2C3F5C #2B3F5D #2C405E #2D415E #2C415E #2E4360 #2F4361 #2F4461 #2F4461 #2F4462 #314563 #314563 #314564 #314665 #324765 #324664 #4E5B73 #838083 #222A24 #242A30 #223942 #374048 — [31, 317, 1140, 326]
hex-code-line: #DAD7D4 #DCD9D7 #DEDBD9 #DFDCDA #DDDAD8 #DCD9D8 #DBD8D6 #DAD6D4 #E1DDDC #E1DDDC #1F3450 #1F3450 #1E3451 #203552 #213652 #223552 #223753 #243854 #243955 #243955 #243A56 #253B57 #273C59 #283D5B #283D59 #293E5A #2A3E5B #2B3F5C #2B3F5D #2C405E #2D415E #2D425F #2D425F — [31, 882, 1140, 891]
hex-code-line: #2B3F5D #2C405E #2D415E #2C415E #2E4360 #2F4361 #2F4461 #2F4461 #2F4462 #314563 #314563 #314564 #314665 #324765 #324664 #4E5B73 #838083 #222A24 #242A30 #223942 #374048 #3C4754 #3D4756 #444E5E #4C5566 #465061 #707580 #E4E1DF #DDDAD7 #D8D5D3 #DDDBD9 #DAD7D5 #DAD7D4 — [31, 711, 1140, 720]
hex-code-line: #273C59 #283D5A #283D5A #293D5A #2A3E5B #2B3E5C #2B3F5B #2C3F5C #2B3F5D #2C405E #2D415E #2C415E #2E4360 #2F4361 #2F4461 #2F4461 #2F4462 #314563 #314563 #314564 #314665 #324765 #324664 #4E5B73 #838083 #222A24 #242A30 #223942 #374048 #3C4754 #3D4756 #444E5E #4C5566 — [31, 1327, 1140, 1335]
hex-code-line: #2D425F #2E4260 #2E4360 #233653 #233754 #253854 #253854 #253955 #233855 #233855 #253A56 #243A56 #243B57 #263B58 #263B58 #273C59 #283D5A #283D5A #293D5A #2A3E5B #2B3E5C #2B3F5B #2C3F5C #2B3F5D #2C405E #2D415E #2C415E #2E4360 #2F4361 #2F4461 #2F4461 #2F4462 #314563 — [31, 176, 1140, 185]
hex-code-line: #1F3450 #1E3451 #203552 #213652 #223552 #223753 #243854 #243955 #243955 #243A56 #253B57 #273C59 #283D5B #283D59 #293E5A #2A3E5B #2B3F5C #2B3F5D #2C405E #2D415E #2D425F #2D425F #2E4260 #2E4360 #233653 #233754 #253854 #253854 #253955 #233855 #233855 #253A56 #243A56 — [31, 1024, 1140, 1033]
hex-code-line: #E1DDDC #1F3450 #1F3450 #1E3451 #203552 #213652 #223552 #223753 #243854 #243955 #243955 #243A56 #253B57 #273C59 #283D5B #283D59 #293E5A #2A3E5B #2B3F5C #2B3F5D #2C405E #2D415E #2D425F #2D425F #2E4260 #2E4360 #233653 #233754 #253854 #253854 #253955 #233855 #233855 — [31, 1397, 1140, 1406]
hex-code-line: #1F3450 #1F3450 #1E3451 #203552 #213652 #223552 #223753 #243854 #243955 #243955 #243A56 #253B57 #273C59 #283D5B #283D59 #293E5A #2A3E5B #2B3F5C #2B3F5D #2C405E #2D415E #2D425F #2D425F #2E4260 #2E4360 #233653 #233754 #253854 #253854 #253955 #233855 #233855 #253A56 — [31, 1650, 1140, 1658]
hex-code-line: #324664 #4E5B73 #838083 #222A24 #242A30 #223942 #374048 #3C4754 #3D4756 #444E5E #4C5566 #465061 #707580 #E4E1DF #DDDAD7 #D8D5D3 #DDDBD9 #DAD7D5 #DAD7D4 #DCD9D7 #DEDBD9 #DFDCDA #DDDAD8 #DCD9D8 #DBD8D6 #DAD6D4 #E1DDDC #E1DDDC #1F3450 #1F3450 #1E3451 #203552 #213652 — [31, 731, 1140, 740]
hex-code-line: #2C405E #2D415E #2D425F #2D425F #2E4260 #2E4360 #233653 #233754 #253854 #253854 #253955 #233855 #233855 #253A56 #243A56 #243B57 #263B58 #263B58 #273C59 #283D5A #283D5A #293D5A #2A3E5B #2B3E5C #2B3F5B #2C3F5C #2B3F5D #2C405E #2D415E #2C415E #2E4360 #2F4361 #2F4461 — [31, 297, 1140, 306]
hex-code-line: #223552 #223753 #243854 #243955 #243955 #243A56 #253B57 #273C59 #283D5B #283D59 #293E5A #2A3E5B #2B3F5C #2B3F5D #2C405E #2D415E #2D425F #2D425F #2E4260 #2E4360 #233653 #233754 #253854 #253854 #253955 #233855 #233855 #253A56 #243A56 #243B57 #263B58 #263B58 #273C59 — [31, 277, 1140, 286]
hex-code-line: #707580 #E4E1DF #DDDAD7 #D8D5D3 #DDDBD9 #DAD7D5 #DAD7D4 #DCD9D7 #DEDBD9 #DFDCDA #DDDAD8 #DCD9D8 #DBD8D6 #DAD6D4 #E1DDDC #E1DDDC #1F3450 #1F3450 #1E3451 #203552 #213652 #223552 #223753 #243854 #243955 #243955 #243A56 #253B57 #273C59 #283D5B #283D59 #293E5A #2A3E5B — [31, 1125, 1140, 1134]
hex-code-line: #213652 #223552 #223753 #243854 #243955 #243955 #243A56 #253B57 #273C59 #283D5B #283D59 #293E5A #2A3E5B #2B3F5C #2B3F5D #2C405E #2D415E #2D425F #2D425F #2E4260 #2E4360 #233653 #233754 #253854 #253854 #253955 #233855 #233855 #253A56 #243A56 #243B57 #263B58 #263B58 — [31, 903, 1140, 912]
hex-code-line: #DDDAD8 #DCD9D8 #DBD8D6 #DAD6D4 #E1DDDC #E1DDDC #1F3450 #1F3450 #1E3451 #203552 #213652 #223552 #223753 #243854 #243955 #243955 #243A56 #253B57 #273C59 #283D5B #283D59 #293E5A #2A3E5B #2B3F5C #2B3F5D #2C405E #2D415E #2D425F #2D425F #2E4260 #2E4360 #233653 #233754 — [31, 135, 1140, 144]
hex-code-line: #253955 #233855 #233855 #253A56 #243A56 #243B57 #263B58 #263B58 #273C59 #283D5A #283D5A #293D5A #2A3E5B #2B3E5C #2B3F5B #2C3F5C #2B3F5D #2C405E #2D415E #2C415E #2E4360 #2F4361 #2F4461 #2F4461 #2F4462 #314563 #314563 #314564 #314665 #324765 #324664 #4E5B73 #838083 — [31, 1064, 1140, 1073]
hex-code-line: #DCD9D7 #DEDBD9 #DFDCDA #DDDAD8 #DCD9D8 #DBD8D6 #DAD6D4 #E1DDDC #E1DDDC #1F3450 #1F3450 #1E3451 #203552 #213652 #223552 #223753 #243854 #243955 #243955 #243A56 #253B57 #273C59 #283D5B #283D59 #293E5A #2A3E5B #2B3F5C #2B3F5D #2C405E #2D415E #2D425F #2D425F #2E4260 — [31, 257, 1140, 266]
hex-code-line: #D8D5D3 #DDDBD9 #DAD7D5 #DAD7D4 #DCD9D7 #DEDBD9 #DFDCDA #DDDAD8 #DCD9D8 #DBD8D6 #DAD6D4 #E1DDDC #E1DDDC #1F3450 #1F3450 #1E3451 #203552 #213652 #223552 #223753 #243854 #243955 #243955 #243A56 #253B57 #273C59 #283D5B #283D59 #293E5A #2A3E5B #2B3F5C #2B3F5D #2C405E — [31, 125, 1140, 134]
hex-code-line: #314563 #314564 #314665 #324765 #324664 #4E5B73 #838083 #222A24 #242A30 #223942 #374048 #3C4754 #3D4756 #444E5E #4C5566 #465061 #707580 #E4E1DF #DDDAD7 #D8D5D3 #DDDBD9 #DAD7D5 #DAD7D4 #DCD9D7 #DEDBD9 #DFDCDA #DDDAD8 #DCD9D8 #DBD8D6 #DAD6D4 #E1DDDC #E1DDDC #1F3450 — [31, 1478, 1140, 1487]
hex-code-line: #2D415E #2C415E #2E4360 #2F4361 #2F4461 #2F4461 #2F4462 #314563 #314563 #314564 #314665 #324765 #324664 #4E5B73 #838083 #222A24 #242A30 #223942 #374048 #3C4754 #3D4756 #444E5E #4C5566 #465061 #707580 #E4E1DF #DDDAD7 #D8D5D3 #DDDBD9 #DAD7D5 #DAD7D4 #DCD9D7 #DEDBD9 — [31, 1215, 1140, 1224]
hex-code-line: #314665 #324765 #324664 #4E5B73 #838083 #222A24 #242A30 #223942 #374048 #3C4754 #3D4756 #444E5E #4C5566 #465061 #707580 #E4E1DF #DDDAD7 #D8D5D3 #DDDBD9 #DAD7D5 #DAD7D4 #DCD9D7 #DEDBD9 #DFDCDA #DDDAD8 #DCD9D8 #DBD8D6 #DAD6D4 #E1DDDC #E1DDDC #1F3450 #1F3450 #1E3451 — [31, 1104, 1140, 1113]
hex-code-line: #233855 #233855 #253A56 #243A56 #243B57 #263B58 #263B58 #273C59 #283D5A #283D5A #293D5A #2A3E5B #2B3E5C #2B3F5B #2C3F5C #2B3F5D #2C405E #2D415E #2C415E #2E4360 #2F4361 #2F4461 #2F4461 #2F4462 #314563 #314563 #314564 #314665 #324765 #324664 #4E5B73 #838083 #222A24 — [31, 438, 1140, 447]
hex-code-line: #223942 #374048 #3C4754 #3D4756 #444E5E #4C5566 #465061 #707580 #E4E1DF #DDDAD7 #D8D5D3 #DDDBD9 #DAD7D5 #DAD7D4 #DCD9D7 #DEDBD9 #DFDCDA #DDDAD8 #DCD9D8 #DBD8D6 #DAD6D4 #E1DDDC #E1DDDC #1F3450 #1F3450 #1E3451 #203552 #213652 #223552 #223753 #243854 #243955 #243955 — [31, 1115, 1140, 1124]
hex-code-line: #2A3E5B #2B3F5C #2B3F5D #2C405E #2D415E #2D425F #2D425F #2E4260 #2E4360 #233653 #233754 #253854 #253854 #253955 #233855 #233855 #253A56 #243A56 #243B57 #263B58 #263B58 #273C59 #283D5A #283D5A #293D5A #2A3E5B #2B3E5C #2B3F5B #2C3F5C #2B3F5D #2C405E #2D415E #2C415E — [31, 418, 1140, 427]
hex-code-line: #2B3E5C #2B3F5B #2C3F5C #2B3F5D #2C405E #2D415E #2C415E #2E4360 #2F4361 #2F4461 #2F4461 #2F4462 #314563 #314563 #314564 #314665 #324765 #324664 #4E5B73 #838083 #222A24 #242A30 #223942 #374048 #3C4754 #3D4756 #444E5E #4C5566 #465061 #707580 #E4E1DF #DDDAD7 #D8D5D3 — [31, 1710, 1140, 1719]
hex-code-line: #2B3F5C #2B3F5D #2C405E #2D415E #2D425F #2D425F #2E4260 #2E4360 #233653 #233754 #253854 #253854 #253955 #233855 #233855 #253A56 #243A56 #243B57 #263B58 #263B58 #273C59 #283D5A #283D5A #293D5A #2A3E5B #2B3E5C #2B3F5B #2C3F5C #2B3F5D #2C405E #2D415E #2C415E #2E4360 — [31, 670, 1140, 679]
hex-code-line: #2E4260 #2E4360 #233653 #233754 #253854 #253854 #253955 #233855 #233855 #253A56 #243A56 #243B57 #263B58 #263B58 #273C59 #283D5A #283D5A #293D5A #2A3E5B #2B3E5C #2B3F5B #2C3F5C #2B3F5D #2C405E #2D415E #2C415E #2E4360 #2F4361 #2F4461 #2F4461 #2F4462 #314563 #314563 — [31, 1306, 1140, 1315]
hex-code-line: #314564 #314665 #324765 #324664 #4E5B73 #838083 #222A24 #242A30 #223942 #374048 #3C4754 #3D4756 #444E5E #4C5566 #465061 #707580 #E4E1DF #DDDAD7 #D8D5D3 #DDDBD9 #DAD7D5 #DAD7D4 #DCD9D7 #DEDBD9 #DFDCDA #DDDAD8 #DCD9D8 #DBD8D6 #DAD6D4 #E1DDDC #E1DDDC #1F3450 #1F3450 — [31, 852, 1140, 861]
hex-code-line: #253A56 #243A56 #243B57 #263B58 #263B58 #273C59 #283D5A #283D5A #293D5A #2A3E5B #2B3E5C #2B3F5B #2C3F5C #2B3F5D #2C405E #2D415E #2C415E #2E4360 #2F4361 #2F4461 #2F4461 #2F4462 #314563 #314563 #314564 #314665 #324765 #324664 #4E5B73 #838083 #222A24 #242A30 #223942 — [31, 943, 1140, 952]
hex-code-line: #444E5E #4C5566 #465061 #707580 #E4E1DF #DDDAD7 #D8D5D3 #DDDBD9 #DAD7D5 #DAD7D4 #DCD9D7 #DEDBD9 #DFDCDA #DDDAD8 #DCD9D8 #DBD8D6 #DAD6D4 #E1DDDC #E1DDDC #1F3450 #1F3450 #1E3451 #203552 #213652 #223552 #223753 #243854 #243955 #243955 #243A56 #253B57 #273C59 #283D5B — [31, 368, 1140, 377]
hex-code-line: #1F3450 #1F3450 #1E3451 #203552 #213652 #223552 #223753 #243854 #243955 #243955 #243A56 #253B57 #273C59 #283D5B #283D59 #293E5A #2A3E5B #2B3F5C #2B3F5D #2C405E #2D415E #2D425F #2D425F #2E4260 #2E4360 — [31, 1740, 870, 1749]
hex-code-line: #233653 #233754 #253854 #253854 #253955 #233855 #233855 #253A56 #243A56 #243B57 #263B58 #263B58 #273C59 #283D5A #283D5A #293D5A #2A3E5B #2B3E5C #2B3F5B #2C3F5C #2B3F5D #2C405E #2D415E #2C415E #2E4360 #2F4361 #2F4461 #2F4461 #2F4462 #314563 #314563 #314564 #314665 — [31, 55, 1140, 64]
hex-code-line: #DAD6D4 #E1DDDC #E1DDDC #1F3450 #1F3450 #1E3451 #203552 #213652 #223552 #223753 #243854 #243955 #243955 #243A56 #253B57 #273C59 #283D5B #283D59 #293E5A #2A3E5B #2B3F5C #2B3F5D #2C405E #2D415E #2D425F #2D425F #2E4260 #2E4360 #233653 #233754 #253854 #253854 #253955 — [31, 892, 1140, 901]
hex-code-line: #1E3451 #203552 #213652 #223552 #223753 #243854 #243955 #243955 #243A56 #253B57 #273C59 #283D5B #283D59 #293E5A #2A3E5B #2B3F5C #2B3F5D #2C405E #2D415E #2D425F #2D425F #2E4260 #2E4360 #233653 #233754 #253854 #253854 #253955 #233855 #233855 #253A56 #243A56 #243B57 — [31, 1276, 1140, 1285]
hex-code-line: #DCD9D7 #DEDBD9 #DFDCDA #DDDAD8 #DCD9D8 #DBD8D6 #DAD6D4 #E1DDDC #E1DDDC #1F3450 #1F3450 #1E3451 #203552 #213652 #223552 #223753 #243854 #243955 #243955 #243A56 #253B57 #273C59 #283D5B #283D59 #293E5A #2A3E5B #2B3F5C #2B3F5D #2C405E #2D415E #2D425F #2D425F #2E4260 — [31, 1135, 1140, 1144]
hex-code-line: #2D415E #2D425F #2D425F #2E4260 #2E4360 #233653 #233754 #253854 #253854 #253955 #233855 #233855 #253A56 #243A56 #243B57 #263B58 #263B58 #273C59 #283D5A #283D5A #293D5A #2A3E5B #2B3E5C #2B3F5B #2C3F5C #2B3F5D #2C405E #2D415E #2C415E #2E4360 #2F4361 #2F4461 #2F4461 — [31, 1427, 1140, 1436]
hex-code-line: #838083 #222A24 #242A30 #223942 #374048 #3C4754 #3D4756 #444E5E #4C5566 #465061 #707580 #E4E1DF #DDDAD7 #D8D5D3 #DDDBD9 #DAD7D5 #DAD7D4 #DCD9D7 #DEDBD9 #DFDCDA #DDDAD8 #DCD9D8 #DBD8D6 #DAD6D4 #E1DDDC #E1DDDC #1F3450 #1F3450 #1E3451 #203552 #213652 #223552 #223753 — [31, 358, 1140, 366]
hex-code-line: #293E5A #2A3E5B #2B3F5C #2B3F5D #2C405E #2D415E #2D425F #2D425F #2E4260 #2E4360 #233653 #233754 #253854 #253854 #253955 #233855 #233855 #253A56 #243A56 #243B57 #263B58 #263B58 #273C59 #283D5A #283D5A #293D5A #2A3E5B #2B3E5C #2B3F5B #2C3F5C #2B3F5D #2C405E #2D415E — [31, 166, 1140, 175]
hex-code-line: #283D59 #293E5A #2A3E5B #2B3F5C #2B3F5D #2C405E #2D415E #2D425F #2D425F #2E4260 #2E4360 #233653 #233754 #253854 #253854 #253955 #233855 #233855 #253A56 #243A56 #243B57 #263B58 #263B58 #273C59 #283D5A #283D5A #293D5A #2A3E5B #2B3E5C #2B3F5B #2C3F5C #2B3F5D #2C405E — [31, 1670, 1140, 1679]
hex-code-line: #1E3451 #203552 #213652 #223552 #223753 #243854 #243955 #243955 #243A56 #253B57 #273C59 #283D5B #283D59 #293E5A #2A3E5B #2B3F5C #2B3F5D #2C405E #2D415E #2D425F #2D425F #2E4260 #2E4360 #233653 #233754 #253854 #253854 #253955 #233855 #233855 #253A56 #243A56 #243B57 — [31, 398, 1140, 407]
hex-code-line: #3D4756 #444E5E #4C5566 #465061 #707580 #E4E1DF #DDDAD7 #D8D5D3 #DDDBD9 #DAD7D5 #DAD7D4 #DCD9D7 #DEDBD9 #DFDCDA #DDDAD8 #DCD9D8 #DBD8D6 #DAD6D4 #E1DDDC #E1DDDC #1F3450 #1F3450 #1E3451 #203552 #213652 #223552 #223753 #243854 #243955 #243955 #243A56 #253B57 #273C59 — [31, 993, 1140, 1002]
hex-code-line: #203552 #213652 #223552 #223753 #243854 #243955 #243955 #243A56 #253B57 #273C59 #283D5B #283D59 #293E5A #2A3E5B #2B3F5C #2B3F5D #2C405E #2D415E #2D425F #2D425F #2E4260 #2E4360 #233653 #233754 #253854 #253854 #253955 #233855 #233855 #253A56 #243A56 #243B57 #263B58 — [31, 650, 1140, 659]
hex-code-line: #253854 #253854 #253955 #233855 #233855 #253A56 #243A56 #243B57 #263B58 #263B58 #273C59 #283D5A #283D5A #293D5A #2A3E5B #2B3E5C #2B3F5B #2C3F5C #2B3F5D #2C405E #2D415E #2C415E #2E4360 #2F4361 #2F4461 #2F4461 #2F4462 #314563 #314563 #314564 #314665 #324765 #324664 — [31, 1438, 1140, 1447]
hex-code-line: #2C405E #2D415E #2D425F #2D425F #2E4260 #2E4360 #233653 #233754 #253854 #253854 #253955 #233855 #233855 #253A56 #243A56 #243B57 #263B58 #263B58 #273C59 #283D5A #283D5A #293D5A #2A3E5B #2B3E5C #2B3F5B #2C3F5C #2B3F5D #2C405E #2D415E #2C415E #2E4360 #2F4361 #2F4461 — [31, 1175, 1140, 1184]
hex-code-line: #4C5566 #465061 #707580 #E4E1DF #DDDAD7 #D8D5D3 #DDDBD9 #DAD7D5 #DAD7D4 #DCD9D7 #DEDBD9 #DFDCDA #DDDAD8 #DCD9D8 #DBD8D6 #DAD6D4 #E1DDDC #E1DDDC #1F3450 #1F3450 #1E3451 #203552 #213652 #223552 #223753 #243854 #243955 #243955 #243A56 #253B57 #273C59 #283D5B #283D59 — [31, 620, 1140, 629]
hex-code-line: #293D5A #2A3E5B #2B3E5C #2B3F5B #2C3F5C #2B3F5D #2C405E #2D415E #2C415E #2E4360 #2F4361 #2F4461 #2F4461 #2F4462 #314563 #314563 #314564 #314665 #324765 #324664 #4E5B73 #838083 #222A24 #242A30 #223942 #374048 #3C4754 #3D4756 #444E5E #4C5566 #465061 #707580 #E4E1DF — [31, 327, 1140, 336]
hex-code-line: #E4E1DF #DDDAD7 #D8D5D3 #DDDBD9 #DAD7D5 #DAD7D4 #DCD9D7 #DEDBD9 #DFDCDA #DDDAD8 #DCD9D8 #DBD8D6 #DAD6D4 #E1DDDC #E1DDDC #1F3450 #1F3450 #1E3451 #203552 #213652 #223552 #223753 #243854 #243955 #243955 #243A56 #253B57 #273C59 #283D5B #283D59 #293E5A #2A3E5B #2B3F5C — [31, 1377, 1140, 1386]
hex-code-line: #465061 #707580 #E4E1DF #DDDAD7 #D8D5D3 #DDDBD9 #DAD7D5 #DAD7D4 #DCD9D7 #DEDBD9 #DFDCDA #DDDAD8 #DCD9D8 #DBD8D6 #DAD6D4 #E1DDDC #E1DDDC #1F3450 #1F3450 #1E3451 #203552 #213652 #223552 #223753 #243854 #243955 #243955 #243A56 #253B57 #273C59 #283D5B #283D59 #293E5A — [31, 872, 1140, 881]
hex-code-line: #DCD9D8 #DBD8D6 #DAD6D4 #E1DDDC #E1DDDC #1F3450 #1F3450 #1E3451 #203552 #213652 #223552 #223753 #243854 #243955 #243955 #243A56 #253B57 #273C59 #283D5B #283D59 #293E5A #2A3E5B #2B3F5C #2B3F5D #2C405E #2D415E #2D425F #2D425F #2E4260 #2E4360 #233653 #233754 #253854 — [31, 1266, 1140, 1275]
hex-code-line: #243B57 #263B58 #263B58 #273C59 #283D5A #283D5A #293D5A #2A3E5B #2B3E5C #2B3F5B #2C3F5C #2B3F5D #2C405E #2D415E #2C415E #2E4360 #2F4361 #2F4461 #2F4461 #2F4462 #314563 #314563 #314564 #314665 #324765 #324664 #4E5B73 #838083 #222A24 #242A30 #223942 #374048 #3C4754 — [31, 569, 1140, 578]
hex-code-line: #223753 #243854 #243955 #243955 #243A56 #253B57 #273C59 #283D5B #283D59 #293E5A #2A3E5B #2B3F5C #2B3F5D #2C405E #2D415E #2D425F #2D425F #2E4260 #2E4360 #233653 #233754 #253854 #253854 #253955 #233855 #233855 #253A56 #243A56 #243B57 #263B58 #263B58 #273C59 #283D5A — [31, 529, 1140, 538]
hex-code-line: #243955 #243A56 #253B57 #273C59 #283D5B #283D59 #293E5A #2A3E5B #2B3F5C #2B3F5D #2C405E #2D415E #2D425F #2D425F #2E4260 #2E4360 #233653 #233754 #253854 #253854 #253955 #233855 #233855 #253A56 #243A56 #243B57 #263B58 #263B58 #273C59 #283D5A #283D5A #293D5A #2A3E5B — [31, 408, 1140, 417]
hex-code-line: #314563 #314563 #314564 #314665 #324765 #324664 #4E5B73 #838083 #222A24 #242A30 #223942 #374048 #3C4754 #3D4756 #444E5E #4C5566 #465061 #707580 #E4E1DF #DDDAD7 #D8D5D3 #DDDBD9 #DAD7D5 #DAD7D4 #DCD9D7 #DEDBD9 #DFDCDA #DDDAD8 #DCD9D8 #DBD8D6 #DAD6D4 #E1DDDC #E1DDDC — [31, 1226, 1140, 1235]
hex-code-line: #E1DDDC #1F3450 #1F3450 #1E3451 #203552 #213652 #223552 #223753 #243854 #243955 #243955 #243A56 #253B57 #273C59 #283D5B #283D59 #293E5A #2A3E5B #2B3F5C #2B3F5D #2C405E #2D415E #2D425F #2D425F #2E4260 #2E4360 #233653 #233754 #253854 #253854 #253955 #233855 #233855 — [31, 519, 1140, 528]
hex-code-line: #324765 #324664 #4E5B73 #838083 #222A24 #242A30 #223942 #374048 #3C4754 #3D4756 #444E5E #4C5566 #465061 #707580 #E4E1DF #DDDAD7 #D8D5D3 #DDDBD9 #DAD7D5 #DAD7D4 #DCD9D7 #DEDBD9 #DFDCDA #DDDAD8 #DCD9D8 #DBD8D6 #DAD6D4 #E1DDDC #E1DDDC #1F3450 #1F3450 #1E3451 #203552 — [31, 1357, 1140, 1366]
hex-code-line: #2D425F #2E4260 #2E4360 #233653 #233754 #253854 #253854 #253955 #233855 #233855 #253A56 #243A56 #243B57 #263B58 #263B58 #273C59 #283D5A #283D5A #293D5A #2A3E5B #2B3E5C #2B3F5B #2C3F5C #2B3F5D #2C405E #2D415E #2C415E #2E4360 #2F4361 #2F4461 #2F4461 #2F4462 #314563 — [31, 1054, 1140, 1063]
hex-code-line: #707580 #E4E1DF #DDDAD7 #D8D5D3 #DDDBD9 #DAD7D5 #DAD7D4 #DCD9D7 #DEDBD9 #DFDCDA #DDDAD8 #DCD9D8 #DBD8D6 #DAD6D4 #E1DDDC #E1DDDC #1F3450 #1F3450 #1E3451 #203552 #213652 #223552 #223753 #243854 #243955 #243955 #243A56 #253B57 #273C59 #283D5B #283D59 #293E5A #2A3E5B — [31, 246, 1140, 255]
hex-code-line: #2F4461 #2F4461 #2F4462 #314563 #314563 #314564 #314665 #324765 #324664 #4E5B73 #838083 #222A24 #242A30 #223942 #374048 #3C4754 #3D4756 #444E5E #4C5566 #465061 #707580 #E4E1DF #DDDAD7 #D8D5D3 #DDDBD9 #DAD7D5 #DAD7D4 #DCD9D7 #DEDBD9 #DFDCDA #DDDAD8 #DCD9D8 #DBD8D6 — [31, 469, 1140, 478]
hex-code-line: #DCD9D8 #DBD8D6 #DAD6D4 #E1DDDC #E1DDDC #1F3450 #1F3450 #1E3451 #203552 #213652 #223552 #223753 #243854 #243955 #243955 #243A56 #253B57 #273C59 #283D5B #283D59 #293E5A #2A3E5B #2B3F5C #2B3F5D #2C405E #2D415E #2D425F #2D425F #2E4260 #2E4360 #233653 #233754 #253854 — [31, 388, 1140, 397]
hex-code-line: #2A3E5B #2B3E5C #2B3F5B #2C3F5C #2B3F5D #2C405E #2D415E #2C415E #2E4360 #2F4361 #2F4461 #2F4461 #2F4462 #314563 #314563 #314564 #314665 #324765 #324664 #4E5B73 #838083 #222A24 #242A30 #223942 #374048 #3C4754 #3D4756 #444E5E #4C5566 #465061 #707580 #E4E1DF #DDDAD7 — [31, 580, 1140, 589]
hex-code-line: #273C59 #283D5A #283D5A #293D5A #2A3E5B #2B3E5C #2B3F5B #2C3F5C #2B3F5D #2C405E #2D415E #2C415E #2E4360 #2F4361 #2F4461 #2F4461 #2F4462 #314563 #314563 #314564 #314665 #324765 #324664 #4E5B73 #838083 #222A24 #242A30 #223942 #374048 #3C4754 #3D4756 #444E5E #4C5566 — [31, 448, 1140, 457]
hex-code-line: #223942 #374048 #3C4754 #3D4756 #444E5E #4C5566 #465061 #707580 #E4E1DF #DDDAD7 #D8D5D3 #DDDBD9 #DAD7D5 #DAD7D4 #DCD9D7 #DEDBD9 #DFDCDA #DDDAD8 #DCD9D8 #DBD8D6 #DAD6D4 #E1DDDC #E1DDDC #1F3450 #1F3450 #1E3451 #203552 #213652 #223552 #223753 #243854 #243955 #243955 — [31, 236, 1140, 245]
hex-color-code-block — [31, 34, 1241, 1764]
hex-code-line: #243854 #243955 #243955 #243A56 #253B57 #273C59 #283D5B #283D59 #293E5A #2A3E5B #2B3F5C #2B3F5D #2C405E #2D415E #2D425F #2D425F #2E4260 #2E4360 #233653 #233754 #253854 #253854 #253955 #233855 #233855 #253A56 #243A56 #243B57 #263B58 #263B58 #273C59 #283D5A #283D5A — [31, 1660, 1140, 1669]
hex-code-line: #243A56 #243B57 #263B58 #263B58 #273C59 #283D5A #283D5A #293D5A #2A3E5B #2B3E5C #2B3F5B #2C3F5C #2B3F5D #2C405E #2D415E #2C415E #2E4360 #2F4361 #2F4461 #2F4461 #2F4462 #314563 #314563 #314564 #314665 #324765 #324664 #4E5B73 #838083 #222A24 #242A30 #223942 #374048 — [31, 1195, 1140, 1204]
hex-code-line: #233855 #253A56 #243A56 #243B57 #263B58 #263B58 #273C59 #283D5A #283D5A #293D5A #2A3E5B #2B3E5C #2B3F5B #2C3F5C #2B3F5D #2C405E #2D415E #2C415E #2E4360 #2F4361 #2F4461 #2F4461 #2F4462 #314563 #314563 #314564 #314665 #324765 #324664 #4E5B73 #838083 #222A24 #242A30 — [31, 1569, 1140, 1578]
hex-code-line: #DAD7D5 #DAD7D4 #DCD9D7 #DEDBD9 #DFDCDA #DDDAD8 #DCD9D8 #DBD8D6 #DAD6D4 #E1DDDC #E1DDDC #1F3450 #1F3450 #1E3451 #203552 #213652 #223552 #223753 #243854 #243955 #243955 #243A56 #253B57 #273C59 #283D5B #283D59 #293E5A #2A3E5B #2B3F5C #2B3F5D #2C405E #2D415E #2D425F — [31, 630, 1140, 639]
hex-code-line: #263B58 #263B58 #273C59 #283D5A #283D5A #293D5A #2A3E5B #2B3E5C #2B3F5B #2C3F5C #2B3F5D #2C405E #2D415E #2C415E #2E4360 #2F4361 #2F4461 #2F4461 #2F4462 #314563 #314563 #314564 #314665 #324765 #324664 #4E5B73 #838083 #222A24 #242A30 #223942 #374048 #3C4754 #3D4756 — [31, 1700, 1140, 1709]
hex-code-line: #283D5A #283D5A #293D5A #2A3E5B #2B3E5C #2B3F5B #2C3F5C #2B3F5D #2C405E #2D415E #2C415E #2E4360 #2F4361 #2F4461 #2F4461 #2F4462 #314563 #314563 #314564 #314665 #324765 #324664 #4E5B73 #838083 #222A24 #242A30 #223942 #374048 #3C4754 #3D4756 #444E5E #4C5566 #465061 — [31, 1579, 1140, 1588]
hex-code-line: #DFDCDA #DDDAD8 #DCD9D8 #DBD8D6 #DAD6D4 #E1DDDC #E1DDDC #1F3450 #1F3450 #1E3451 #203552 #213652 #223552 #223753 #243854 #243955 #243955 #243A56 #253B57 #273C59 #283D5B #283D59 #293E5A #2A3E5B #2B3F5C #2B3F5D #2C405E #2D415E #2D425F #2D425F #2E4260 #2E4360 #233653 — [31, 761, 1140, 770]
